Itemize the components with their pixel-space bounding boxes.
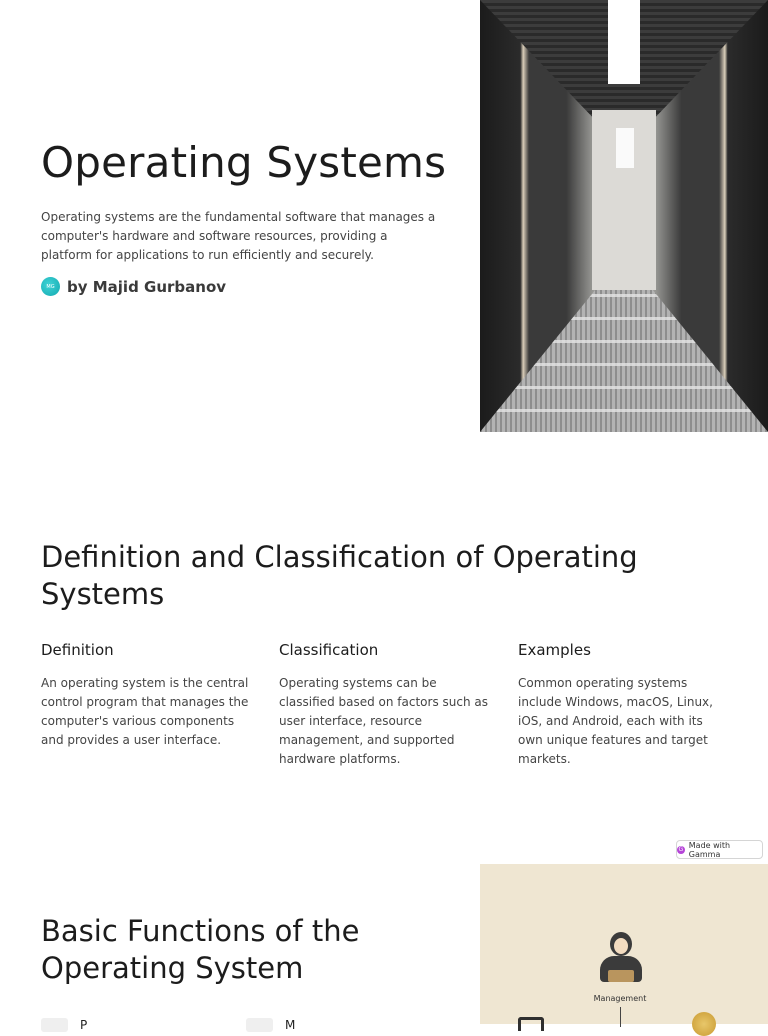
column-heading: Examples [518, 641, 591, 659]
gamma-logo-icon: G [678, 846, 684, 853]
author-byline [41, 277, 226, 296]
column-definition [41, 641, 251, 750]
page-title: Operating Systems [41, 138, 447, 187]
column-text: An operating system is the central control program that manages the computer's various components and provides a user interface. [41, 676, 249, 747]
column-examples [518, 641, 728, 769]
made-with-gamma-badge[interactable] [676, 840, 763, 859]
function-icon [41, 1018, 68, 1032]
column-heading: Definition [41, 641, 114, 659]
management-illustration [480, 864, 768, 1024]
section-title-functions: Basic Functions of the Operating System [41, 914, 360, 985]
hero-image [480, 0, 768, 432]
badge-label: Made with Gamma [688, 840, 731, 859]
column-classification [279, 641, 489, 769]
laptop-icon [608, 970, 634, 982]
column-text: Common operating systems include Windows, macOS, Linux, iOS, and Android, each with its own unique features and target markets. [518, 676, 713, 766]
hero-description: Operating systems are the fundamental software that manages a computer's hardware and software resources, providing a platform for applications to run efficiently and securely. [41, 210, 436, 262]
list-item [41, 1018, 246, 1032]
function-list [41, 1018, 451, 1032]
avatar: MG [41, 277, 60, 296]
document-icon [518, 1017, 544, 1031]
function-label: P [80, 1018, 88, 1032]
section-title-definition: Definition and Classification of Operating Systems [41, 540, 638, 611]
column-heading: Classification [279, 641, 379, 659]
function-icon [246, 1018, 273, 1032]
illustration-label: Management [593, 994, 647, 1003]
list-item [246, 1018, 451, 1032]
author-name: by Majid Gurbanov [67, 277, 227, 296]
coin-icon [692, 1012, 716, 1036]
function-label: M [285, 1018, 296, 1032]
column-text: Operating systems can be classified based on factors such as user interface, resource management, and supported hardware platforms. [279, 676, 488, 766]
